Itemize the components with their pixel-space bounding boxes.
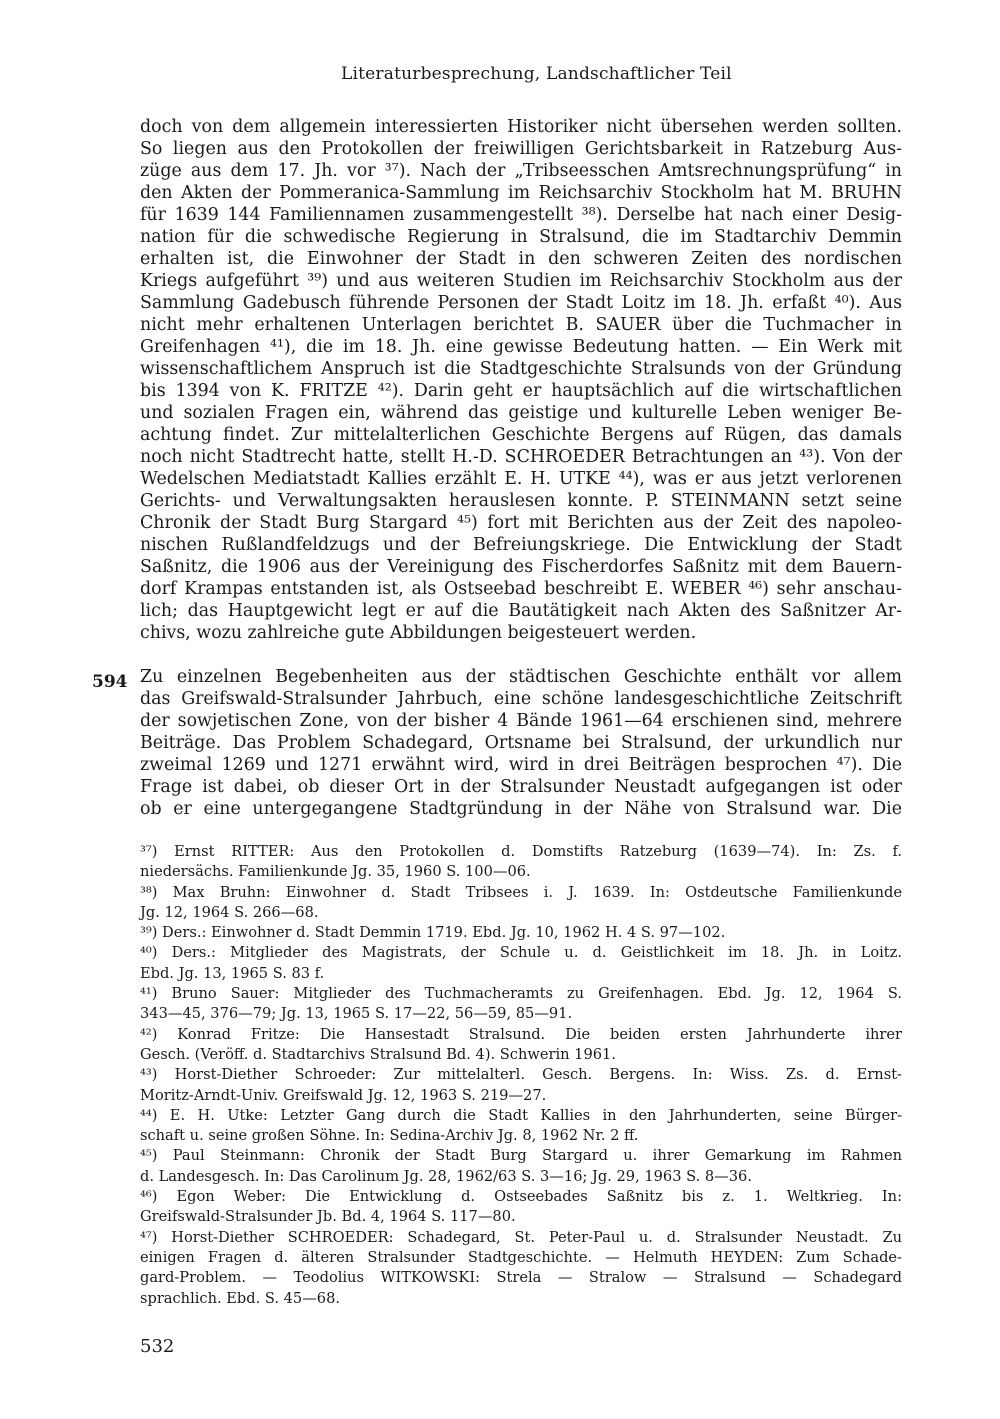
text-line: ⁴³) Horst-Diether Schroeder: Zur mittelalterl. Gesch. Bergens. In: Wiss. Zs. d. Ernst-: [140, 1066, 902, 1084]
text-line: dorf Krampas entstanden ist, als Ostseebad beschreibt E. WEBER ⁴⁶) sehr anschau-: [140, 579, 902, 599]
text-line: noch nicht Stadtrecht hatte, stellt H.-D. SCHROEDER Betrachtungen an ⁴³). Von der: [140, 447, 902, 467]
text-line: Ebd. Jg. 13, 1965 S. 83 f.: [140, 964, 325, 982]
text-line: einigen Fragen d. älteren Stralsunder Stadtgeschichte. — Helmuth HEYDEN: Zum Schade-: [140, 1248, 902, 1266]
text-line: ³⁹) Ders.: Einwohner d. Stadt Demmin 1719. Ebd. Jg. 10, 1962 H. 4 S. 97—102.: [140, 924, 726, 942]
body-paragraph-2: [140, 666, 902, 820]
text-line: lich; das Hauptgewicht legt er auf die Bautätigkeit nach Akten des Saßnitzer Ar-: [140, 601, 902, 621]
text-line: Frage ist dabei, ob dieser Ort in der Stralsunder Neustadt aufgegangen ist oder: [140, 777, 902, 797]
text-line: 343—45, 376—79; Jg. 13, 1965 S. 17—22, 56—59, 85—91.: [140, 1005, 573, 1023]
text-line: ⁴⁵) Paul Steinmann: Chronik der Stadt Burg Stargard u. ihrer Gemarkung im Rahmen: [140, 1147, 902, 1165]
text-line: d. Landesgesch. In: Das Carolinum Jg. 28, 1962/63 S. 3—16; Jg. 29, 1963 S. 8—36.: [140, 1167, 752, 1185]
text-line: ³⁷) Ernst RITTER: Aus den Protokollen d. Domstifts Ratzeburg (1639—74). In: Zs. f.: [140, 843, 902, 860]
text-line: Beiträge. Das Problem Schadegard, Ortsname bei Stralsund, der urkundlich nur: [140, 733, 902, 753]
text-line: züge aus dem 17. Jh. vor ³⁷). Nach der „Tribseesschen Amtsrechnungsprüfung“ in: [140, 161, 902, 181]
text-line: den Akten der Pommeranica-Sammlung im Reichsarchiv Stockholm hat M. BRUHN: [140, 183, 902, 203]
text-line: erhalten ist, die Einwohner der Stadt in den schweren Zeiten des nordischen: [140, 249, 902, 269]
text-line: Sammlung Gadebusch führende Personen der Stadt Loitz im 18. Jh. erfaßt ⁴⁰). Aus: [140, 293, 902, 313]
text-line: zweimal 1269 und 1271 erwähnt wird, wird in drei Beiträgen besprochen ⁴⁷). Die: [140, 755, 902, 775]
text-line: ³⁸) Max Bruhn: Einwohner d. Stadt Tribsees i. J. 1639. In: Ostdeutsche Familienkunde: [140, 883, 902, 901]
text-line: Greifswald-Stralsunder Jb. Bd. 4, 1964 S. 117—80.: [140, 1208, 516, 1226]
text-line: Zu einzelnen Begebenheiten aus der städtischen Geschichte enthält vor allem: [140, 667, 902, 687]
text-line: Chronik der Stadt Burg Stargard ⁴⁵) fort mit Berichten aus der Zeit des napoleo-: [140, 513, 902, 533]
text-line: So liegen aus den Protokollen der freiwilligen Gerichtsbarkeit in Ratzeburg Aus-: [140, 139, 902, 159]
text-line: Gerichts- und Verwaltungsakten herauslesen konnte. P. STEINMANN setzt seine: [140, 491, 902, 511]
text-line: chivs, wozu zahlreiche gute Abbildungen beigesteuert werden.: [140, 623, 697, 643]
running-header: Literaturbesprechung, Landschaftlicher Teil: [341, 64, 732, 84]
text-line: wissenschaftlichem Anspruch ist die Stadtgeschichte Stralsunds von der Gründung: [140, 359, 902, 379]
text-line: doch von dem allgemein interessierten Historiker nicht übersehen werden sollten.: [140, 117, 902, 137]
body-paragraph-1: [140, 116, 902, 644]
text-line: ob er eine untergegangene Stadtgründung in der Nähe von Stralsund war. Die: [140, 799, 902, 819]
text-line: ⁴⁶) Egon Weber: Die Entwicklung d. Ostseebades Saßnitz bis z. 1. Weltkrieg. In:: [140, 1188, 902, 1206]
text-line: gard-Problem. — Teodolius WITKOWSKI: Strela — Stralow — Stralsund — Schadegard: [140, 1269, 902, 1287]
text-line: sprachlich. Ebd. S. 45—68.: [140, 1289, 341, 1307]
text-line: Greifenhagen ⁴¹), die im 18. Jh. eine gewisse Bedeutung hatten. — Ein Werk mit: [140, 337, 902, 357]
text-line: achtung findet. Zur mittelalterlichen Geschichte Bergens auf Rügen, das damals: [140, 425, 902, 445]
text-line: ⁴⁰) Ders.: Mitglieder des Magistrats, der Schule u. d. Geistlichkeit im 18. Jh. in Loitz.: [140, 944, 902, 962]
text-line: schaft u. seine großen Söhne. In: Sedina-Archiv Jg. 8, 1962 Nr. 2 ff.: [140, 1127, 639, 1145]
page-number: 532: [140, 1336, 175, 1357]
text-line: der sowjetischen Zone, von der bisher 4 Bände 1961—64 erschienen sind, mehrere: [140, 711, 902, 731]
text-line: ⁴⁴) E. H. Utke: Letzter Gang durch die Stadt Kallies in den Jahrhunderten, seine Bürger-: [140, 1106, 902, 1124]
text-line: und sozialen Fragen ein, während das geistige und kulturelle Leben weniger Be-: [140, 403, 902, 423]
text-line: ⁴⁷) Horst-Diether SCHROEDER: Schadegard, St. Peter-Paul u. d. Stralsunder Neustadt. Zu: [140, 1228, 902, 1246]
text-line: ⁴²) Konrad Fritze: Die Hansestadt Stralsund. Die beiden ersten Jahrhunderte ihrer: [140, 1025, 902, 1043]
text-line: Saßnitz, die 1906 aus der Vereinigung des Fischerdorfes Saßnitz mit dem Bauern-: [140, 557, 902, 577]
text-line: Gesch. (Veröff. d. Stadtarchivs Stralsund Bd. 4). Schwerin 1961.: [140, 1045, 616, 1063]
text-line: für 1639 144 Familiennamen zusammengestellt ³⁸). Derselbe hat nach einer Desig-: [140, 205, 902, 225]
text-line: nischen Rußlandfeldzugs und der Befreiungskriege. Die Entwicklung der Stadt: [140, 535, 902, 555]
text-line: niedersächs. Familienkunde Jg. 35, 1960 S. 100—06.: [140, 863, 531, 881]
text-line: Moritz-Arndt-Univ. Greifswald Jg. 12, 1963 S. 219—27.: [140, 1086, 547, 1104]
margin-number: 594: [92, 672, 128, 692]
footnotes: [140, 842, 902, 1309]
text-line: nicht mehr erhaltenen Unterlagen berichtet B. SAUER über die Tuchmacher in: [140, 315, 902, 335]
text-line: das Greifswald-Stralsunder Jahrbuch, eine schöne landesgeschichtliche Zeitschrift: [140, 689, 902, 709]
text-line: Wedelschen Mediatstadt Kallies erzählt E. H. UTKE ⁴⁴), was er aus jetzt verlorenen: [140, 469, 902, 489]
text-line: Jg. 12, 1964 S. 266—68.: [140, 903, 319, 921]
text-line: bis 1394 von K. FRITZE ⁴²). Darin geht er hauptsächlich auf die wirtschaftlichen: [140, 381, 902, 401]
text-line: nation für die schwedische Regierung in Stralsund, die im Stadtarchiv Demmin: [140, 227, 902, 247]
text-line: ⁴¹) Bruno Sauer: Mitglieder des Tuchmacheramts zu Greifenhagen. Ebd. Jg. 12, 1964 S.: [140, 985, 902, 1003]
text-line: Kriegs aufgeführt ³⁹) und aus weiteren Studien im Reichsarchiv Stockholm aus der: [140, 271, 902, 291]
